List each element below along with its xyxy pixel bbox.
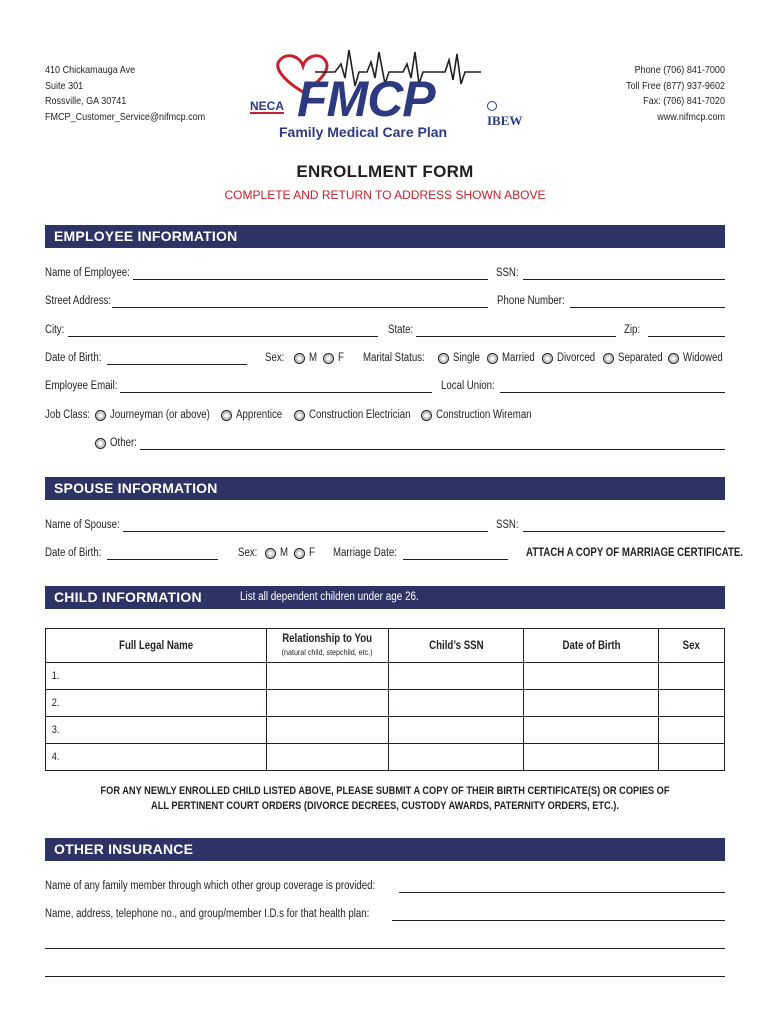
notice-line: FOR ANY NEWLY ENROLLED CHILD LISTED ABOVE, PLEASE SUBMIT A COPY OF THEIR BIRTH CERTIFICATE(S) OR COPIES OF: [100, 785, 670, 797]
spouse-sex-f-radio[interactable]: [294, 548, 305, 559]
email-link[interactable]: FMCP_Customer_Service@nifmcp.com: [45, 110, 206, 123]
row-number: 1.: [51, 670, 60, 682]
family-member-coverage-field[interactable]: [399, 892, 725, 893]
fmcp-logo: [245, 42, 530, 142]
row-number: 4.: [51, 751, 60, 763]
child-sex-cell[interactable]: [659, 690, 725, 717]
row-number: 2.: [51, 697, 60, 709]
job-other-field[interactable]: [140, 449, 725, 450]
sender-address: [45, 63, 205, 125]
column-header-dob: Date of Birth: [524, 629, 659, 663]
zip-field[interactable]: [648, 336, 725, 337]
marital-widowed-radio[interactable]: [668, 353, 679, 364]
child-section-note: List all dependent children under age 26.: [240, 591, 419, 603]
job-apprentice-label: Apprentice: [236, 409, 283, 421]
logo-tagline: Family Medical Care Plan: [279, 124, 448, 140]
marital-single-radio[interactable]: [438, 353, 449, 364]
phone-number-field[interactable]: [570, 307, 725, 308]
table-row: [46, 690, 725, 717]
job-other-label: Other:: [110, 437, 137, 449]
child-relationship-cell[interactable]: [266, 717, 388, 744]
ibew-badge: [487, 100, 530, 128]
spouse-sex-m-radio[interactable]: [265, 548, 276, 559]
child-name-cell[interactable]: [46, 690, 267, 717]
employee-email-field[interactable]: [120, 392, 432, 393]
family-member-coverage-label: Name of any family member through which other group coverage is provided:: [45, 880, 376, 892]
other-insurance-section-title: OTHER INSURANCE: [54, 841, 194, 857]
zip-label: Zip:: [624, 324, 641, 336]
street-address-field[interactable]: [112, 307, 488, 308]
spouse-name-label: Name of Spouse:: [45, 519, 120, 531]
additional-info-line[interactable]: [45, 948, 725, 949]
job-construction-electrician-label: Construction Electrician: [309, 409, 411, 421]
spouse-dob-label: Date of Birth:: [45, 547, 102, 559]
employee-email-label: Employee Email:: [45, 380, 118, 392]
child-ssn-cell[interactable]: [388, 717, 524, 744]
employee-sex-m-label: M: [309, 352, 318, 364]
local-union-label: Local Union:: [441, 380, 495, 392]
job-other-radio[interactable]: [95, 438, 106, 449]
employee-sex-f-radio[interactable]: [323, 353, 334, 364]
fax-line: Fax: (706) 841-7020: [643, 95, 725, 107]
marital-separated-label: Separated: [618, 352, 663, 364]
column-header-ssn: Child’s SSN: [388, 629, 524, 663]
child-dob-cell[interactable]: [524, 663, 659, 690]
marital-widowed-label: Widowed: [683, 352, 723, 364]
column-header-relationship: Relationship to You (natural child, stepchild, etc.): [266, 629, 388, 663]
marital-separated-radio[interactable]: [603, 353, 614, 364]
child-relationship-cell[interactable]: [266, 663, 388, 690]
spouse-name-field[interactable]: [123, 531, 488, 532]
employee-dob-label: Date of Birth:: [45, 352, 102, 364]
children-table: [45, 628, 725, 771]
child-sex-cell[interactable]: [659, 663, 725, 690]
address-line: 410 Chickamauga Ave: [45, 64, 136, 76]
contact-info: [626, 63, 725, 125]
relationship-subtext: (natural child, stepchild, etc.): [281, 647, 373, 657]
child-ssn-cell[interactable]: [388, 690, 524, 717]
spouse-section-title: SPOUSE INFORMATION: [54, 480, 218, 496]
employee-ssn-field[interactable]: [523, 279, 725, 280]
job-construction-wireman-radio[interactable]: [421, 410, 432, 421]
spouse-ssn-label: SSN:: [496, 519, 519, 531]
local-union-field[interactable]: [500, 392, 725, 393]
state-field[interactable]: [416, 336, 616, 337]
column-header-sex: Sex: [659, 629, 725, 663]
table-header-row: [46, 629, 725, 663]
marriage-date-field[interactable]: [403, 559, 508, 560]
marital-single-label: Single: [453, 352, 480, 364]
employee-name-label: Name of Employee:: [45, 267, 130, 279]
website-link[interactable]: www.nifmcp.com: [657, 110, 725, 123]
marriage-certificate-note: ATTACH A COPY OF MARRIAGE CERTIFICATE.: [526, 547, 743, 559]
table-row: [46, 717, 725, 744]
toll-free-line: Toll Free (877) 937-9602: [626, 79, 725, 92]
ibew-text: IBEW: [487, 113, 523, 128]
job-construction-wireman-label: Construction Wireman: [436, 409, 532, 421]
employee-dob-field[interactable]: [107, 364, 247, 365]
job-journeyman-radio[interactable]: [95, 410, 106, 421]
child-relationship-cell[interactable]: [266, 690, 388, 717]
marital-married-label: Married: [502, 352, 535, 364]
child-section-header: [45, 586, 725, 609]
employee-ssn-label: SSN:: [496, 267, 519, 279]
employee-name-field[interactable]: [133, 279, 488, 280]
spouse-dob-field[interactable]: [107, 559, 218, 560]
marital-status-label: Marital Status:: [363, 352, 425, 364]
employee-section-title: EMPLOYEE INFORMATION: [54, 228, 238, 244]
state-label: State:: [388, 324, 414, 336]
child-dob-cell[interactable]: [524, 717, 659, 744]
spouse-ssn-field[interactable]: [523, 531, 725, 532]
table-row: [46, 663, 725, 690]
additional-info-line[interactable]: [45, 976, 725, 977]
child-documents-notice: [99, 784, 670, 814]
child-section-title: CHILD INFORMATION: [54, 589, 202, 605]
neca-badge: NECA: [250, 99, 285, 113]
child-ssn-cell[interactable]: [388, 663, 524, 690]
column-header-name: Full Legal Name: [46, 629, 267, 663]
form-title: ENROLLMENT FORM: [296, 162, 474, 181]
child-dob-cell[interactable]: [524, 690, 659, 717]
spouse-sex-label: Sex:: [238, 547, 258, 559]
child-name-cell[interactable]: [46, 717, 267, 744]
spouse-section-header: [45, 477, 725, 500]
job-journeyman-label: Journeyman (or above): [110, 409, 210, 421]
form-subtitle: COMPLETE AND RETURN TO ADDRESS SHOWN ABOVE: [224, 188, 546, 202]
job-class-label: Job Class:: [45, 409, 91, 421]
employee-section-header: [45, 225, 725, 248]
child-sex-cell[interactable]: [659, 717, 725, 744]
logo-wordmark: FMCP: [297, 71, 435, 127]
address-line: Rossville, GA 30741: [45, 95, 127, 107]
child-dob-cell[interactable]: [524, 744, 659, 771]
city-label: City:: [45, 324, 65, 336]
notice-line: ALL PERTINENT COURT ORDERS (DIVORCE DECREES, CUSTODY AWARDS, PATERNITY ORDERS, ETC.).: [151, 800, 619, 812]
employee-sex-label: Sex:: [265, 352, 285, 364]
ibew-globe-icon: [487, 101, 497, 111]
child-name-cell[interactable]: [46, 744, 267, 771]
employee-sex-m-radio[interactable]: [294, 353, 305, 364]
table-row: [46, 744, 725, 771]
other-insurance-section-header: [45, 838, 725, 861]
marital-divorced-radio[interactable]: [542, 353, 553, 364]
employee-sex-f-label: F: [338, 352, 344, 364]
job-construction-electrician-radio[interactable]: [294, 410, 305, 421]
row-number: 3.: [51, 724, 60, 736]
phone-number-label: Phone Number:: [497, 295, 565, 307]
health-plan-details-label: Name, address, telephone no., and group/member I.D.s for that health plan:: [45, 908, 370, 920]
spouse-sex-m-label: M: [280, 547, 289, 559]
spouse-sex-f-label: F: [309, 547, 315, 559]
marriage-date-label: Marriage Date:: [333, 547, 397, 559]
child-ssn-cell[interactable]: [388, 744, 524, 771]
phone-line: Phone (706) 841-7000: [634, 64, 725, 76]
address-line: Suite 301: [45, 79, 84, 92]
street-address-label: Street Address:: [45, 295, 112, 307]
child-sex-cell[interactable]: [659, 744, 725, 771]
marital-married-radio[interactable]: [487, 353, 498, 364]
child-relationship-cell[interactable]: [266, 744, 388, 771]
marital-divorced-label: Divorced: [557, 352, 596, 364]
job-apprentice-radio[interactable]: [221, 410, 232, 421]
child-name-cell[interactable]: [46, 663, 267, 690]
city-field[interactable]: [68, 336, 378, 337]
health-plan-details-field[interactable]: [392, 920, 725, 921]
